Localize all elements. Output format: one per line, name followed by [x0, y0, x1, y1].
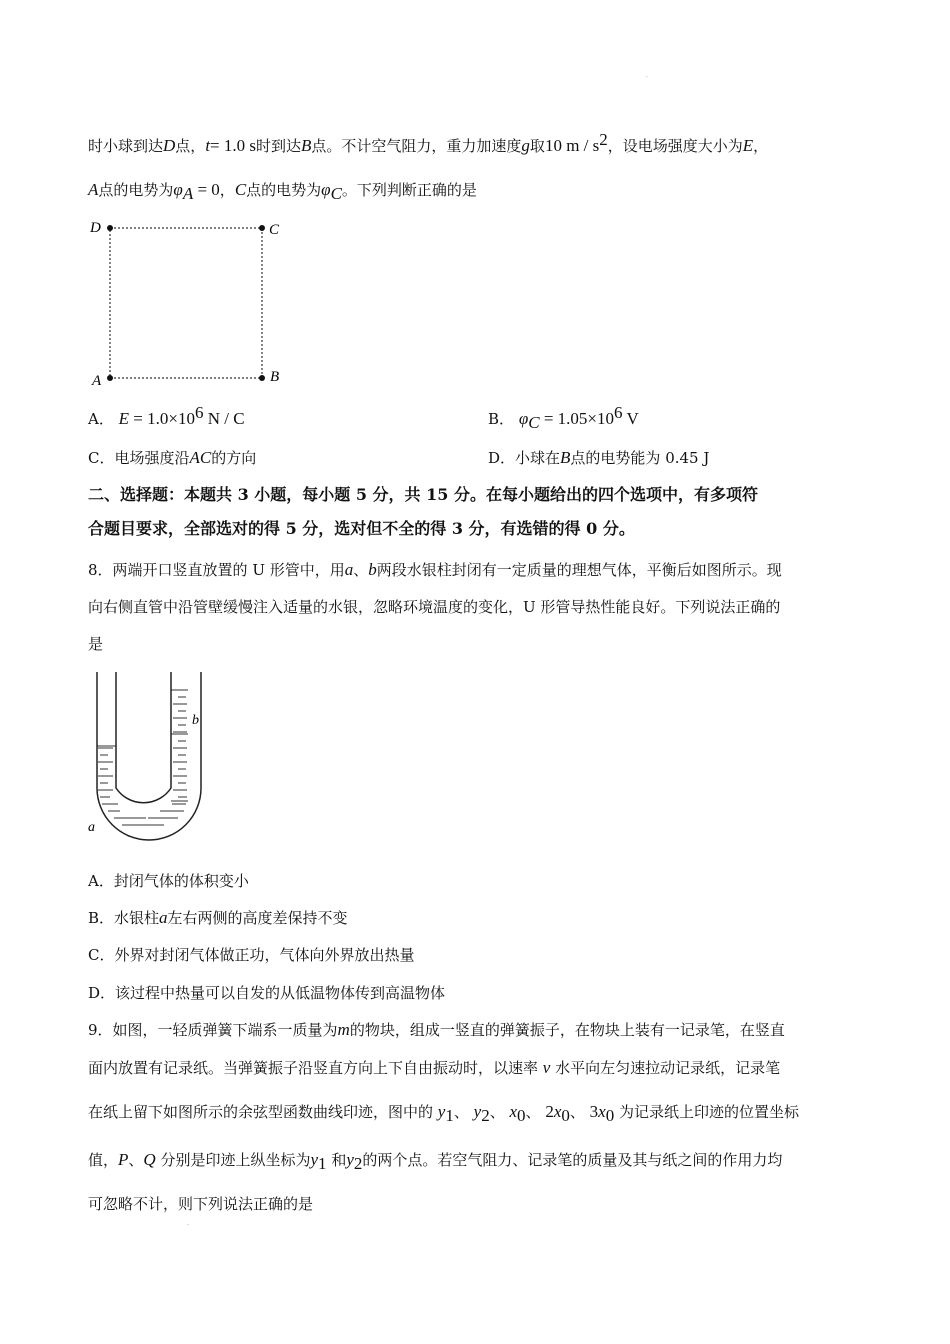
text: 点，: [175, 137, 206, 155]
label-a: a: [88, 820, 95, 835]
text: 为记录纸上印迹的位置坐标: [619, 1103, 800, 1121]
subscript-0: 0: [605, 1106, 615, 1125]
stray-mark: ·: [646, 74, 648, 81]
text: C．电场强度沿: [88, 449, 190, 467]
text: 点的电势为: [246, 181, 322, 199]
var-y: y: [346, 1150, 354, 1169]
text: 的两个点。若空气阻力、记录笔的质量及其与纸之间的作用力均: [362, 1151, 783, 1169]
var-y: y: [310, 1150, 319, 1169]
q9-line-3: [88, 1102, 799, 1126]
label-A: A: [92, 373, 102, 389]
subscript-2: 2: [353, 1154, 363, 1173]
text: 时到达: [256, 137, 302, 155]
unit: N / C: [203, 409, 245, 428]
mercury-b-hatching: [173, 690, 187, 732]
option-label: A．: [88, 410, 114, 428]
label-b: b: [192, 713, 199, 728]
stray-mark: ·: [187, 1222, 189, 1229]
var-E: E: [742, 136, 754, 155]
option-D: [488, 448, 709, 468]
var-a: a: [344, 560, 354, 579]
var-E: E: [118, 409, 130, 428]
subscript-1: 1: [318, 1154, 327, 1173]
g-exponent: 2: [599, 130, 608, 149]
text: 点。不计空气阻力，重力加速度: [311, 137, 522, 155]
mercury-a-region: [97, 746, 188, 815]
text: 两段水银柱封闭有一定质量的理想气体，平衡后如图所示。现: [376, 561, 782, 579]
text: 值，: [88, 1151, 119, 1169]
text: ，: [753, 137, 769, 155]
q8-line-3: 是: [88, 635, 104, 653]
text: ，: [219, 181, 235, 199]
text: 点的电势能为 0.45 J: [570, 449, 710, 467]
var-phi: φ: [321, 180, 331, 199]
text: 面内放置有记录纸。当弹簧振子沿竖直方向上下自由振动时，以速率: [88, 1059, 539, 1077]
var-C: C: [234, 180, 247, 199]
g-value: 10 m / s: [544, 136, 600, 155]
option-C: [88, 448, 256, 468]
var-phi: φ: [173, 180, 183, 199]
prev-question-line-2: [88, 180, 477, 204]
q8-line-1: [88, 560, 782, 580]
subscript-1: 1: [445, 1106, 454, 1125]
text: 的物块，组成一竖直的弹簧振子，在物块上装有一记录笔，在竖直: [349, 1021, 785, 1039]
subscript-C: C: [528, 413, 540, 432]
text: 、: [569, 1103, 585, 1121]
q9-line-1: [88, 1020, 785, 1040]
point-C: [259, 225, 265, 231]
text: 9．如图，一轻质弹簧下端系一质量为: [88, 1021, 338, 1039]
var-a: a: [159, 908, 168, 927]
var-A: A: [88, 180, 99, 199]
var-phi: φ: [518, 409, 529, 428]
text: 分别是印迹上纵坐标为: [160, 1151, 311, 1169]
option-B: [488, 403, 639, 433]
var-Q: Q: [143, 1150, 156, 1169]
option-value: = 1.05×10: [539, 409, 614, 428]
unit: V: [622, 409, 639, 428]
q8-option-B: [88, 908, 348, 928]
q8-option-D: D．该过程中热量可以自发的从低温物体传到高温物体: [88, 984, 446, 1002]
time-value: = 1.0 s: [210, 136, 256, 155]
var-m: m: [337, 1020, 350, 1039]
text: 、: [353, 561, 369, 579]
section-2-heading-line-1: 二、选择题：本题共 3 小题，每小题 5 分，共 15 分。在每小题给出的四个选项中，有多项符: [88, 485, 758, 504]
text: ，设电场强度大小为: [607, 137, 743, 155]
prev-question-line-1: [88, 130, 768, 156]
point-B: [259, 375, 265, 381]
point-D: [107, 225, 113, 231]
var-x: x: [598, 1102, 606, 1121]
q8-line-2: 向右侧直管中沿管壁缓慢注入适量的水银，忽略环境温度的变化，U 形管导热性能良好。下列说法正确的: [88, 598, 781, 616]
var-B: B: [560, 448, 571, 467]
q9-line-5: 可忽略不计，则下列说法正确的是: [88, 1195, 314, 1213]
subscript-A: A: [182, 184, 194, 203]
exponent: 6: [614, 403, 623, 422]
text: 水平向左匀速拉动记录纸，记录笔: [555, 1059, 781, 1077]
option-label: B．: [488, 410, 515, 428]
subscript-0: 0: [561, 1106, 570, 1125]
text: 取: [529, 137, 545, 155]
label-C: C: [269, 222, 280, 238]
text: 。下列判断正确的是: [341, 181, 477, 199]
exponent: 6: [194, 403, 204, 422]
text: 、: [453, 1103, 469, 1121]
subscript-C: C: [330, 184, 342, 203]
section-2-heading-line-2: 合题目要求，全部选对的得 5 分，选对但不全的得 3 分，有选错的得 0 分。: [88, 519, 635, 538]
option-A: [88, 403, 245, 429]
phiA-value: = 0: [193, 180, 220, 199]
var-v: v: [542, 1058, 551, 1077]
q9-line-4: [88, 1150, 782, 1174]
var-B: B: [301, 136, 312, 155]
q8-option-A: A．封闭气体的体积变小: [88, 872, 249, 890]
q9-line-2: [88, 1058, 780, 1078]
var-x: x: [509, 1102, 518, 1121]
text: 时小球到达: [88, 137, 164, 155]
text: 在纸上留下如图所示的余弦型函数曲线印迹，图中的: [88, 1103, 434, 1121]
var-x: x: [553, 1102, 562, 1121]
text: B．水银柱: [88, 909, 160, 927]
text: 和: [331, 1151, 347, 1169]
var-b: b: [368, 560, 377, 579]
text: 、: [525, 1103, 541, 1121]
point-A: [107, 375, 113, 381]
label-D: D: [90, 220, 101, 236]
text: 、: [489, 1103, 505, 1121]
coefficient-3: 3: [589, 1102, 599, 1121]
var-P: P: [118, 1150, 129, 1169]
u-tube-inner-wall: [116, 672, 171, 803]
text: 8．两端开口竖直放置的 U 形管中，用: [88, 561, 345, 579]
var-y: y: [473, 1102, 482, 1121]
dashed-square: [110, 228, 262, 378]
mercury-a-hatching: [98, 741, 187, 825]
var-g: g: [521, 136, 530, 155]
square-abcd-figure: [86, 215, 286, 390]
text: 左右两侧的高度差保持不变: [167, 909, 348, 927]
q8-option-C: C．外界对封闭气体做正功，气体向外界放出热量: [88, 946, 415, 964]
label-B: B: [270, 369, 280, 385]
text: 的方向: [211, 449, 257, 467]
var-y: y: [437, 1102, 446, 1121]
u-tube-figure: [86, 668, 216, 858]
text: D．小球在: [488, 449, 561, 467]
text: 点的电势为: [98, 181, 174, 199]
subscript-2: 2: [481, 1106, 490, 1125]
text: 、: [128, 1151, 144, 1169]
subscript-0: 0: [517, 1106, 526, 1125]
var-D: D: [163, 136, 176, 155]
coefficient-2: 2: [545, 1102, 554, 1121]
option-value: = 1.0×10: [129, 409, 195, 428]
var-AC: AC: [189, 448, 212, 467]
var-t: t: [205, 136, 211, 155]
